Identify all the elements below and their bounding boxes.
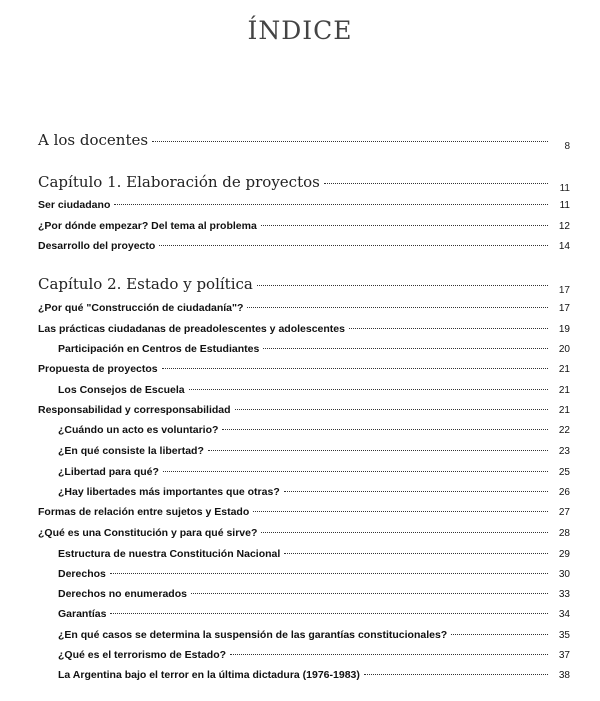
- toc-entry-page: 30: [558, 569, 570, 580]
- leader-dots: [261, 532, 548, 533]
- leader-dots: [364, 674, 548, 675]
- leader-dots: [222, 429, 548, 430]
- toc-entry-label: A los docentes: [38, 131, 149, 149]
- toc-entry-label: ¿Cuándo un acto es voluntario?: [58, 424, 219, 436]
- toc-entry-label: Ser ciudadano: [38, 199, 111, 211]
- leader-dots: [162, 368, 548, 369]
- toc-entry-label: Responsabilidad y corresponsabilidad: [38, 404, 231, 416]
- toc-entry-page: 21: [558, 364, 570, 375]
- toc-entry-label: Capítulo 2. Estado y política: [38, 275, 253, 293]
- toc-entry-label: Derechos no enumerados: [58, 588, 187, 600]
- leader-dots: [349, 328, 548, 329]
- toc-entry-practicas-ciudadanas[interactable]: [38, 323, 570, 335]
- toc-entry-page: 22: [558, 425, 570, 436]
- toc-entry-label: Formas de relación entre sujetos y Estado: [38, 506, 250, 518]
- leader-dots: [191, 593, 548, 594]
- toc-entry-formas-de-relacion[interactable]: [38, 506, 570, 518]
- leader-dots: [163, 471, 548, 472]
- leader-dots: [247, 307, 548, 308]
- leader-dots: [110, 613, 548, 614]
- leader-dots: [114, 204, 548, 205]
- toc-entry-page: 21: [558, 405, 570, 416]
- toc-entry-label: Estructura de nuestra Constitución Nacional: [58, 548, 281, 560]
- leader-dots: [263, 348, 548, 349]
- toc-entry-label: ¿Qué es el terrorismo de Estado?: [58, 649, 227, 661]
- toc-entry-participacion-centros[interactable]: [58, 343, 570, 355]
- toc-entry-a-los-docentes[interactable]: [38, 131, 570, 152]
- leader-dots: [152, 141, 548, 142]
- toc-entry-estructura-constitucion[interactable]: [58, 548, 570, 560]
- toc-entry-page: 26: [558, 487, 570, 498]
- toc-entry-page: 29: [558, 549, 570, 560]
- leader-dots: [159, 245, 548, 246]
- toc-entry-desarrollo-del-proyecto[interactable]: [38, 240, 570, 252]
- leader-dots: [208, 450, 548, 451]
- toc-entry-label: Las prácticas ciudadanas de preadolescentes y adolescentes: [38, 323, 345, 335]
- toc-entry-responsabilidad[interactable]: [38, 404, 570, 416]
- toc-entry-label: Participación en Centros de Estudiantes: [58, 343, 260, 355]
- toc-entry-por-donde-empezar[interactable]: [38, 220, 570, 232]
- leader-dots: [261, 225, 548, 226]
- toc-entry-label: Derechos: [58, 568, 106, 580]
- toc-entry-page: 11: [559, 183, 570, 194]
- leader-dots: [257, 285, 548, 286]
- toc-entry-libertad-para-que[interactable]: [58, 466, 570, 478]
- toc-entry-page: 34: [558, 609, 570, 620]
- toc-entry-terrorismo-de-estado[interactable]: [58, 649, 570, 661]
- toc-entry-page: 14: [558, 241, 570, 252]
- toc-entry-page: 35: [558, 630, 570, 641]
- toc-entry-label: ¿En qué casos se determina la suspensión de las garantías constitucionales?: [58, 629, 448, 641]
- leader-dots: [235, 409, 548, 410]
- toc-entry-label: Capítulo 1. Elaboración de proyectos: [38, 173, 320, 191]
- leader-dots: [189, 389, 548, 390]
- toc-entry-garantias[interactable]: [58, 608, 570, 620]
- toc-entry-page: 25: [558, 467, 570, 478]
- toc-entry-page: 8: [564, 141, 570, 152]
- toc-entry-page: 20: [558, 344, 570, 355]
- toc-entry-label: Desarrollo del proyecto: [38, 240, 156, 252]
- toc-entry-label: Garantías: [58, 608, 107, 620]
- toc-entry-page: 17: [558, 303, 570, 314]
- leader-dots: [451, 634, 548, 635]
- toc-entry-consiste-libertad[interactable]: [58, 445, 570, 457]
- toc-entry-derechos-no-enumerados[interactable]: [58, 588, 570, 600]
- toc-entry-page: 27: [558, 507, 570, 518]
- toc-entry-label: Propuesta de proyectos: [38, 363, 158, 375]
- toc-entry-capitulo-2[interactable]: [38, 275, 570, 296]
- toc-entry-por-que-construccion[interactable]: [38, 302, 570, 314]
- toc-entry-label: ¿Qué es una Constitución y para qué sirve?: [38, 527, 258, 539]
- toc-entry-ser-ciudadano[interactable]: [38, 199, 570, 211]
- toc-entry-page: 23: [558, 446, 570, 457]
- toc-entry-capitulo-1[interactable]: [38, 173, 570, 194]
- toc-entry-suspension-garantias[interactable]: [58, 629, 570, 641]
- toc-entry-label: Los Consejos de Escuela: [58, 384, 185, 396]
- leader-dots: [110, 573, 548, 574]
- toc-entry-label: La Argentina bajo el terror en la última dictadura (1976-1983): [58, 669, 360, 681]
- page-title: ÍNDICE: [247, 16, 353, 45]
- leader-dots: [284, 491, 548, 492]
- toc-entry-acto-voluntario[interactable]: [58, 424, 570, 436]
- toc-entry-page: 33: [558, 589, 570, 600]
- leader-dots: [324, 183, 548, 184]
- toc-entry-page: 11: [559, 200, 570, 211]
- toc-entry-label: ¿En qué consiste la libertad?: [58, 445, 204, 457]
- leader-dots: [284, 553, 548, 554]
- leader-dots: [230, 654, 548, 655]
- toc-entry-propuesta-de-proyectos[interactable]: [38, 363, 570, 375]
- toc-entry-page: 28: [558, 528, 570, 539]
- toc-entry-que-es-constitucion[interactable]: [38, 527, 570, 539]
- toc-entry-label: ¿Hay libertades más importantes que otras?: [58, 486, 280, 498]
- toc-entry-label: ¿Por dónde empezar? Del tema al problema: [38, 220, 257, 232]
- toc-entry-argentina-dictadura[interactable]: [58, 669, 570, 681]
- toc-entry-label: ¿Por qué "Construcción de ciudadanía"?: [38, 302, 244, 314]
- toc-entry-derechos[interactable]: [58, 568, 570, 580]
- toc-entry-page: 38: [558, 670, 570, 681]
- toc-entry-page: 12: [558, 221, 570, 232]
- toc-entry-consejos-de-escuela[interactable]: [58, 384, 570, 396]
- toc-entry-page: 17: [558, 285, 570, 296]
- toc-entry-label: ¿Libertad para qué?: [58, 466, 159, 478]
- toc-entry-page: 21: [558, 385, 570, 396]
- leader-dots: [253, 511, 548, 512]
- toc-entry-libertades-importantes[interactable]: [58, 486, 570, 498]
- toc-entry-page: 19: [558, 324, 570, 335]
- toc-entry-page: 37: [558, 650, 570, 661]
